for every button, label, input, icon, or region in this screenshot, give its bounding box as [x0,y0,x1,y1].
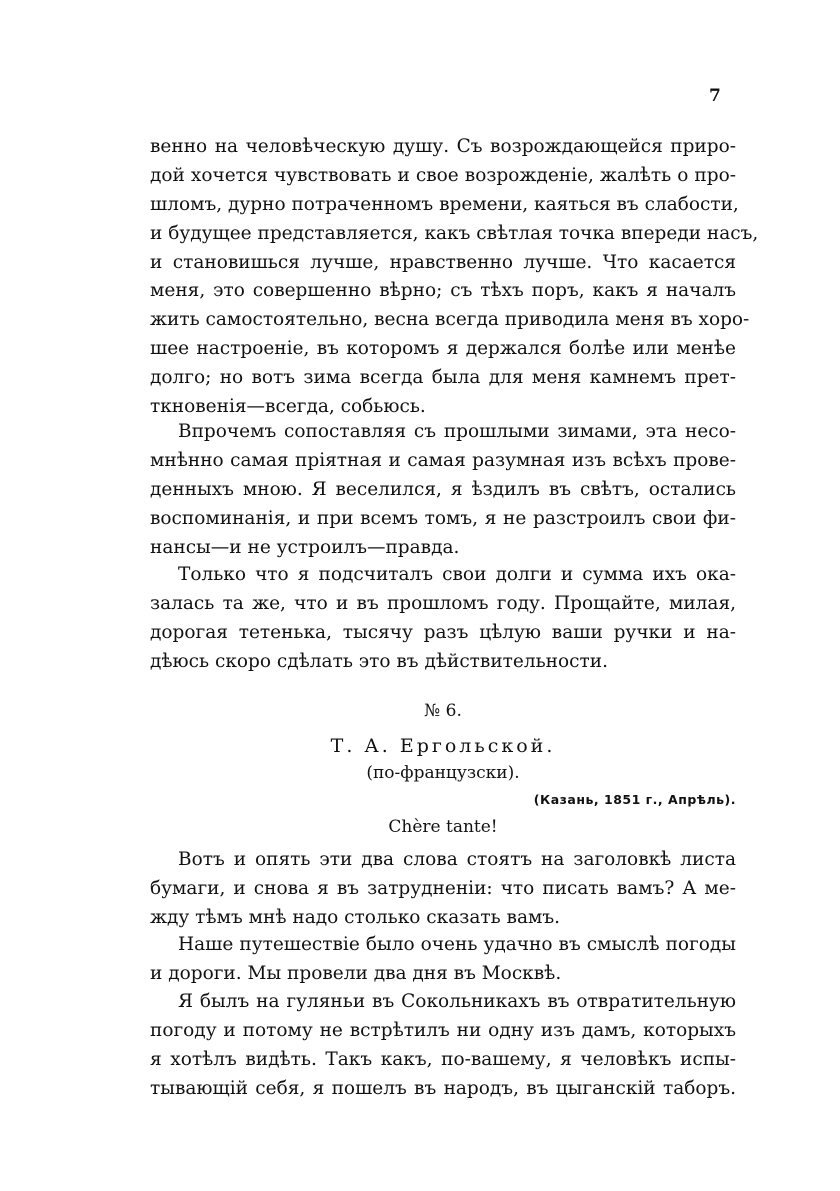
salutation: Chère tante! [388,817,498,837]
text-line: нансы—и не устроилъ—правда. [150,536,460,558]
letter-paragraph [150,988,736,1104]
paragraph [150,561,736,677]
paragraph [150,418,736,562]
text-line: дѣюсь скоро сдѣлать это въ дѣйствительности. [150,650,608,672]
letter-paragraph [150,931,736,989]
text-line: меня, это совершенно вѣрно; съ тѣхъ поръ, какъ я началъ [150,280,736,302]
text-line: залась та же, что и въ прошломъ году. Прощайте, милая, [150,592,736,614]
text-line: шее настроеніе, въ которомъ я держался болѣе или менѣе [150,338,736,360]
text-line: тывающій себя, я пошелъ въ народъ, въ цыганскій таборъ. [150,1077,736,1099]
text-line: и будущее представляется, какъ свѣтлая точка впереди насъ, [150,222,759,244]
text-line: Вотъ и опять эти два слова стоятъ на заголовкѣ листа [178,849,736,870]
text-line: Только что я подсчиталъ свои долги и сумма ихъ ока- [178,564,736,585]
text-line: шломъ, дурно потраченномъ времени, каяться въ слабости, [150,193,739,215]
text-line: жить самостоятельно, весна всегда приводила меня въ хоро- [150,309,750,331]
text-line: Впрочемъ сопоставляя съ прошлыми зимами, эта несо- [178,421,736,442]
text-line: денныхъ мною. Я веселился, я ѣздилъ въ свѣтъ, остались [150,478,736,500]
text-line: жду тѣмъ мнѣ надо столько сказать вамъ. [150,906,561,928]
text-line: дорогая тетенька, тысячу разъ цѣлую ваши ручки и на- [150,621,736,643]
text-line: долго; но вотъ зима всегда была для меня камнемъ прет- [150,367,736,389]
paragraph [150,133,759,422]
text-line: ткновенія—всегда, собьюсь. [150,396,426,418]
text-line: воспоминанія, и при всемъ томъ, я не разстроилъ свои фи- [150,507,736,529]
text-line: я хотѣлъ видѣть. Такъ какъ, по-вашему, я человѣкъ испы- [150,1048,736,1070]
text-line: венно на человѣческую душу. Съ возрождающейся приро- [150,136,736,157]
language-note: (по-французски). [366,763,520,783]
text-line: и дороги. Мы провели два дня въ Москвѣ. [150,962,562,984]
letter-number: № 6. [424,701,462,721]
letter-recipient: Т. А. Ергольской. [330,735,556,757]
text-line: Наше путешествіе было очень удачно въ смыслѣ погоды [178,934,736,955]
text-line: мнѣнно самая пріятная и самая разумная изъ всѣхъ прове- [150,449,736,471]
text-line: бумаги, и снова я въ затрудненіи: что писать вамъ? А ме- [150,877,736,899]
text-line: погоду и потому не встрѣтилъ ни одну изъ дамъ, которыхъ [150,1019,736,1041]
text-line: дой хочется чувствовать и свое возрожденіе, жалѣть о про- [150,164,736,186]
text-line: Я былъ на гуляньи въ Сокольникахъ въ отвратительную [178,991,736,1012]
letter-paragraph [150,846,736,933]
text-line: и становишься лучше, нравственно лучше. Что касается [150,251,736,273]
page-number: 7 [709,86,721,106]
letter-dateline: (Казань, 1851 г., Апрѣль). [533,792,736,807]
